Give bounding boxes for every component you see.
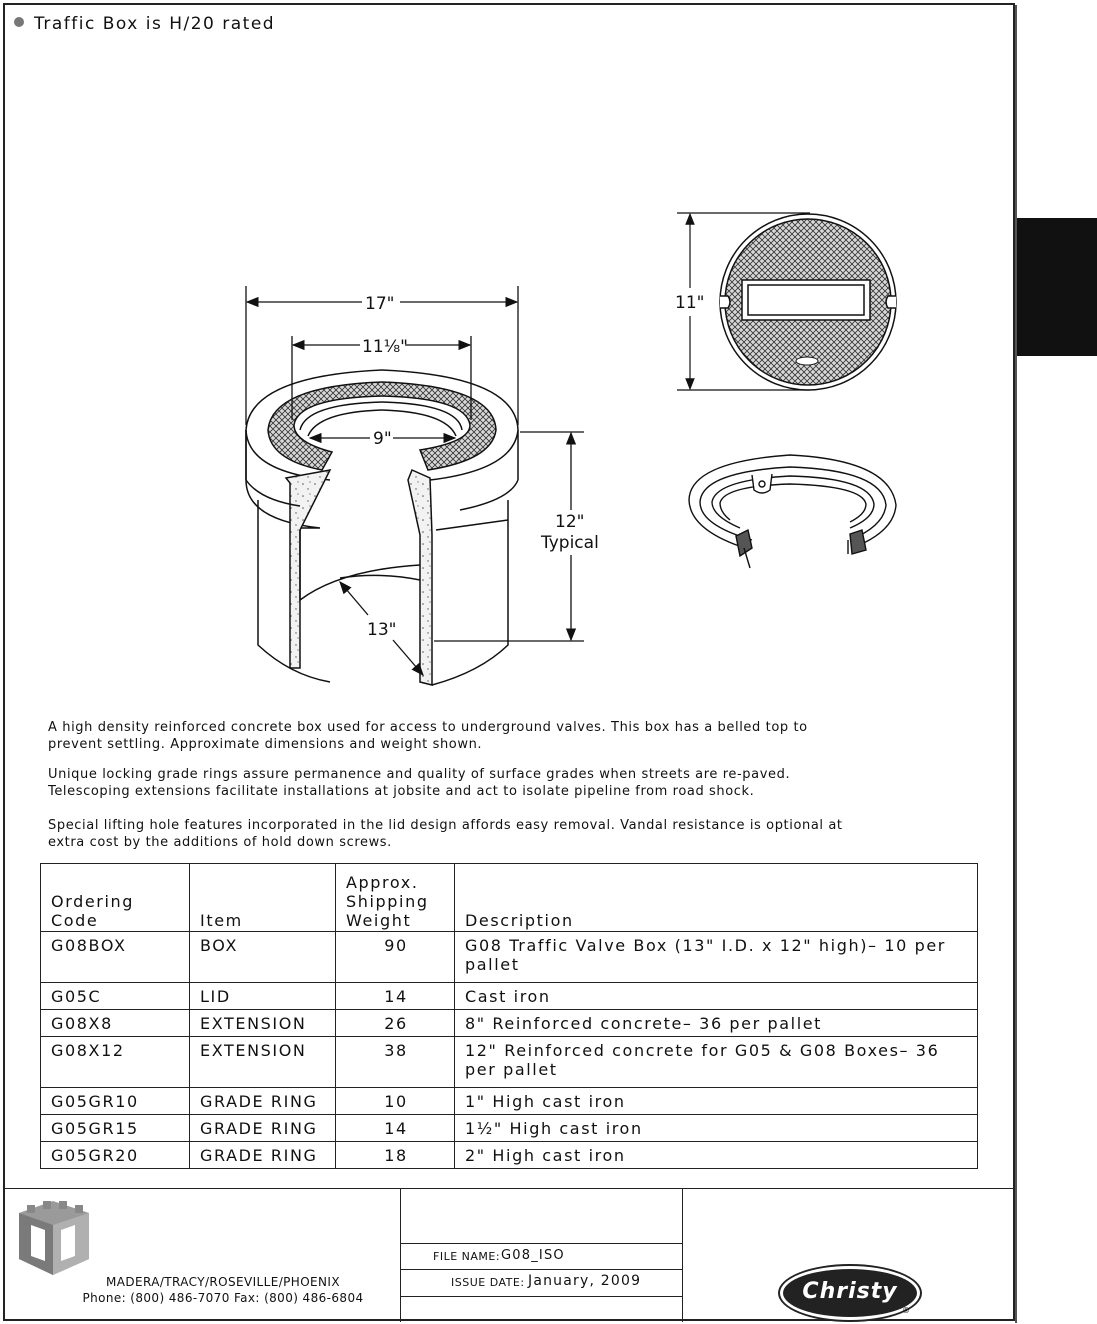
dim-outer-diameter: 17" (365, 294, 395, 314)
table-row (41, 1010, 978, 1037)
dim-inner-diameter: 9" (373, 429, 392, 449)
cell-code: G05GR15 (41, 1115, 190, 1142)
cell-weight: 10 (336, 1088, 455, 1115)
table-header-row (41, 864, 978, 932)
dim-lid-diameter: 11" (675, 293, 705, 313)
rating-note-text: Traffic Box is H/20 rated (34, 14, 276, 34)
cell-item: BOX (190, 932, 336, 983)
paragraph-1-line-1: A high density reinforced concrete box used for access to underground valves. This box has a belled top to (48, 720, 808, 735)
table-row (41, 932, 978, 983)
grade-ring-drawing (689, 455, 896, 568)
registered-mark: ® (902, 1306, 910, 1315)
title-block-info (400, 1189, 683, 1322)
company-logo-icon (13, 1199, 95, 1277)
lid-drawing (677, 213, 896, 390)
cell-weight: 18 (336, 1142, 455, 1169)
cell-item: LID (190, 983, 336, 1010)
paragraph-2-line-2: Telescoping extensions facilitate installations at jobsite and act to isolate pipeline from road shock. (48, 784, 755, 799)
cell-description: Cast iron (455, 983, 978, 1010)
cell-code: G05GR20 (41, 1142, 190, 1169)
issue-date-label: ISSUE DATE: (451, 1276, 525, 1289)
cell-item: EXTENSION (190, 1010, 336, 1037)
issue-date-value: January, 2009 (528, 1273, 642, 1289)
file-name-row (401, 1243, 682, 1244)
header-weight: Approx. Shipping Weight (336, 864, 455, 932)
header-description: Description (455, 864, 978, 932)
table-row (41, 1037, 978, 1088)
cell-description: G08 Traffic Valve Box (13" I.D. x 12" high)– 10 per pallet (455, 932, 978, 983)
ordering-table (40, 863, 978, 1169)
bottom-row (401, 1296, 682, 1297)
christy-logo: Christy (780, 1266, 920, 1320)
cell-weight: 90 (336, 932, 455, 983)
cell-weight: 14 (336, 1115, 455, 1142)
cell-item: GRADE RING (190, 1088, 336, 1115)
header-ordering-code: Ordering Code (41, 864, 190, 932)
table-row (41, 983, 978, 1010)
dim-height-value: 12" (555, 512, 585, 532)
cell-description: 12" Reinforced concrete for G05 & G08 Boxes– 36 per pallet (455, 1037, 978, 1088)
table-row (41, 1142, 978, 1169)
file-name-label: FILE NAME: (433, 1250, 501, 1263)
paragraph-3-line-2: extra cost by the additions of hold down screws. (48, 835, 392, 850)
cell-item: GRADE RING (190, 1142, 336, 1169)
paragraph-2-line-1: Unique locking grade rings assure permanence and quality of surface grades when streets are re-paved. (48, 767, 791, 782)
dim-height-note: Typical (541, 533, 599, 553)
cell-code: G08X12 (41, 1037, 190, 1088)
cell-description: 1½" High cast iron (455, 1115, 978, 1142)
description-paragraph-2 (48, 766, 868, 800)
dim-top-opening: 11⅛" (362, 337, 408, 357)
paragraph-1-line-2: prevent settling. Approximate dimensions and weight shown. (48, 737, 483, 752)
file-name-value: G08_ISO (501, 1248, 565, 1263)
cell-code: G05GR10 (41, 1088, 190, 1115)
cell-weight: 14 (336, 983, 455, 1010)
paragraph-3-line-1: Special lifting hole features incorporated in the lid design affords easy removal. Vandal resistance is optional at (48, 818, 843, 833)
cell-description: 2" High cast iron (455, 1142, 978, 1169)
cell-item: EXTENSION (190, 1037, 336, 1088)
table-row (41, 1115, 978, 1142)
cell-weight: 38 (336, 1037, 455, 1088)
locations: MADERA/TRACY/ROSEVILLE/PHOENIX (106, 1275, 340, 1289)
table-row (41, 1088, 978, 1115)
cell-item: GRADE RING (190, 1115, 336, 1142)
description-paragraph-1 (48, 719, 868, 753)
cell-weight: 26 (336, 1010, 455, 1037)
header-item: Item (190, 864, 336, 932)
description-paragraph-3 (48, 817, 868, 851)
dim-bottom-diameter: 13" (367, 620, 397, 640)
cell-code: G08X8 (41, 1010, 190, 1037)
issue-date-row (401, 1269, 682, 1270)
phone-fax: Phone: (800) 486-7070 Fax: (800) 486-6804 (82, 1291, 364, 1305)
cell-description: 8" Reinforced concrete– 36 per pallet (455, 1010, 978, 1037)
cell-code: G08BOX (41, 932, 190, 983)
cell-code: G05C (41, 983, 190, 1010)
cell-description: 1" High cast iron (455, 1088, 978, 1115)
